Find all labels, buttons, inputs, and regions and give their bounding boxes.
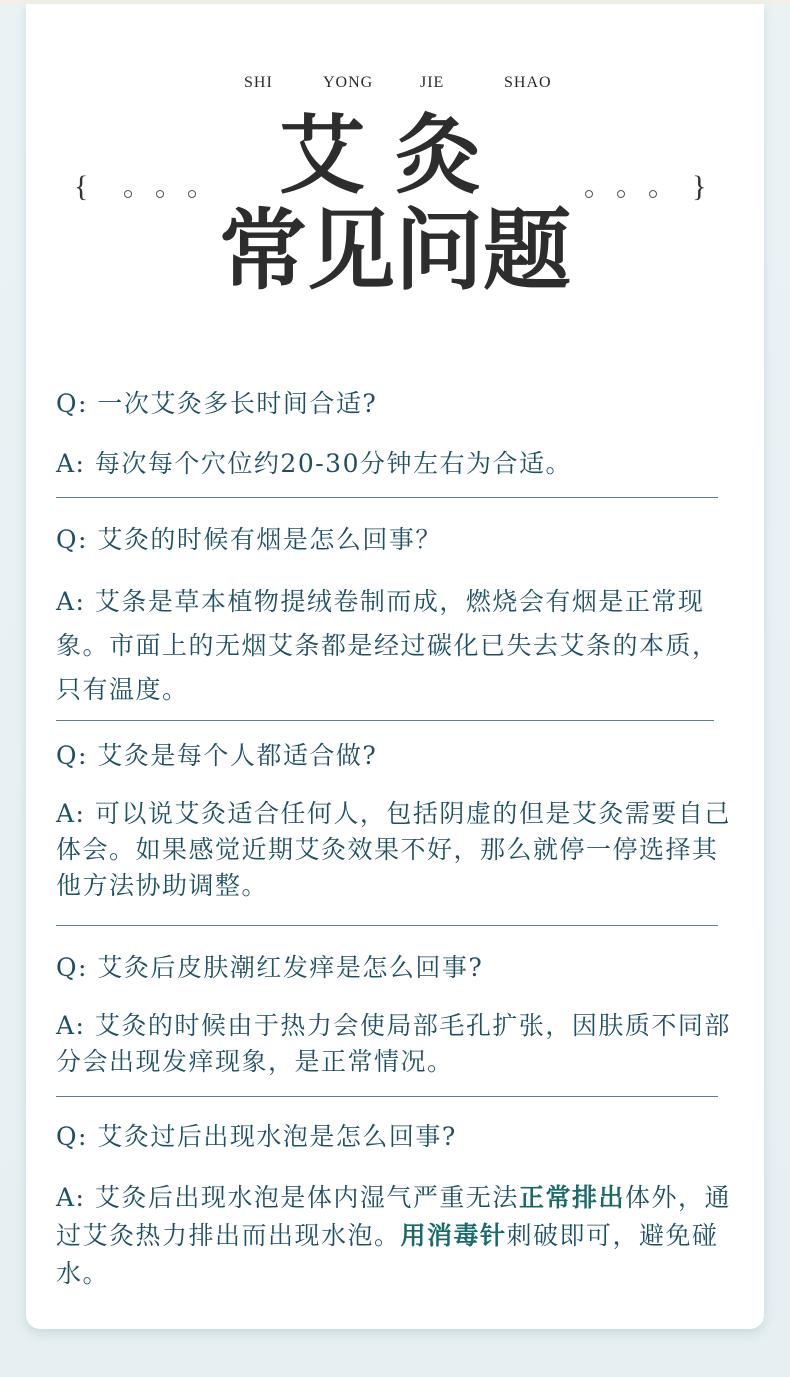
faq-divider [56, 497, 718, 498]
pinyin-yong: YONG [323, 74, 374, 91]
faq-item-1 [56, 386, 732, 482]
faq-item-4 [56, 950, 732, 1080]
answer-text: 刺破即可，避免碰水。 [56, 1221, 719, 1288]
faq-divider [56, 925, 718, 926]
answer-text: A: 艾灸后出现水泡是体内湿气严重无法 [56, 1183, 519, 1212]
answer-text: 体外，通过艾灸热力排出而出现水泡。 [56, 1183, 731, 1250]
faq-divider [56, 1096, 718, 1097]
pinyin-subtitle [0, 74, 790, 94]
answer-highlight: 正常排出 [518, 1183, 625, 1212]
pinyin-jie: JIE [420, 74, 445, 91]
faq-question: Q: 一次艾灸多长时间合适? [56, 389, 378, 418]
left-brace: { [74, 170, 89, 203]
faq-question: Q: 艾灸的时候有烟是怎么回事？ [56, 525, 442, 554]
right-brace: } [692, 170, 707, 203]
faq-question: Q: 艾灸是每个人都适合做? [56, 741, 378, 770]
faq-answer: A: 艾灸的时候由于热力会使局部毛孔扩张，因肤质不同部分会出现发痒现象，是正常情况。 [56, 1011, 731, 1076]
faq-question: Q: 艾灸过后出现水泡是怎么回事? [56, 1122, 457, 1151]
faq-item-2 [56, 522, 732, 712]
pinyin-shi: SHI [244, 74, 273, 91]
faq-item-5 [56, 1119, 732, 1293]
faq-item-3 [56, 738, 732, 904]
faq-answer [56, 1179, 732, 1293]
faq-divider [56, 720, 714, 721]
page-title-line2: 常见问题 [218, 198, 571, 302]
answer-highlight: 用消毒针 [400, 1221, 507, 1250]
faq-answer: A: 艾条是草本植物提绒卷制而成，燃烧会有烟是正常现象。市面上的无烟艾条都是经过碳化已失去艾条的本质，只有温度。 [56, 587, 719, 704]
faq-answer: A: 可以说艾灸适合任何人，包括阴虚的但是艾灸需要自己体会。如果感觉近期艾灸效果不好，那么就停一停选择其他方法协助调整。 [56, 799, 731, 900]
faq-answer: A: 每次每个穴位约20-30分钟左右为合适。 [56, 449, 572, 478]
page-title-line1: 艾灸 [279, 105, 511, 206]
pinyin-shao: SHAO [504, 74, 552, 91]
faq-question: Q: 艾灸后皮肤潮红发痒是怎么回事? [56, 953, 484, 982]
